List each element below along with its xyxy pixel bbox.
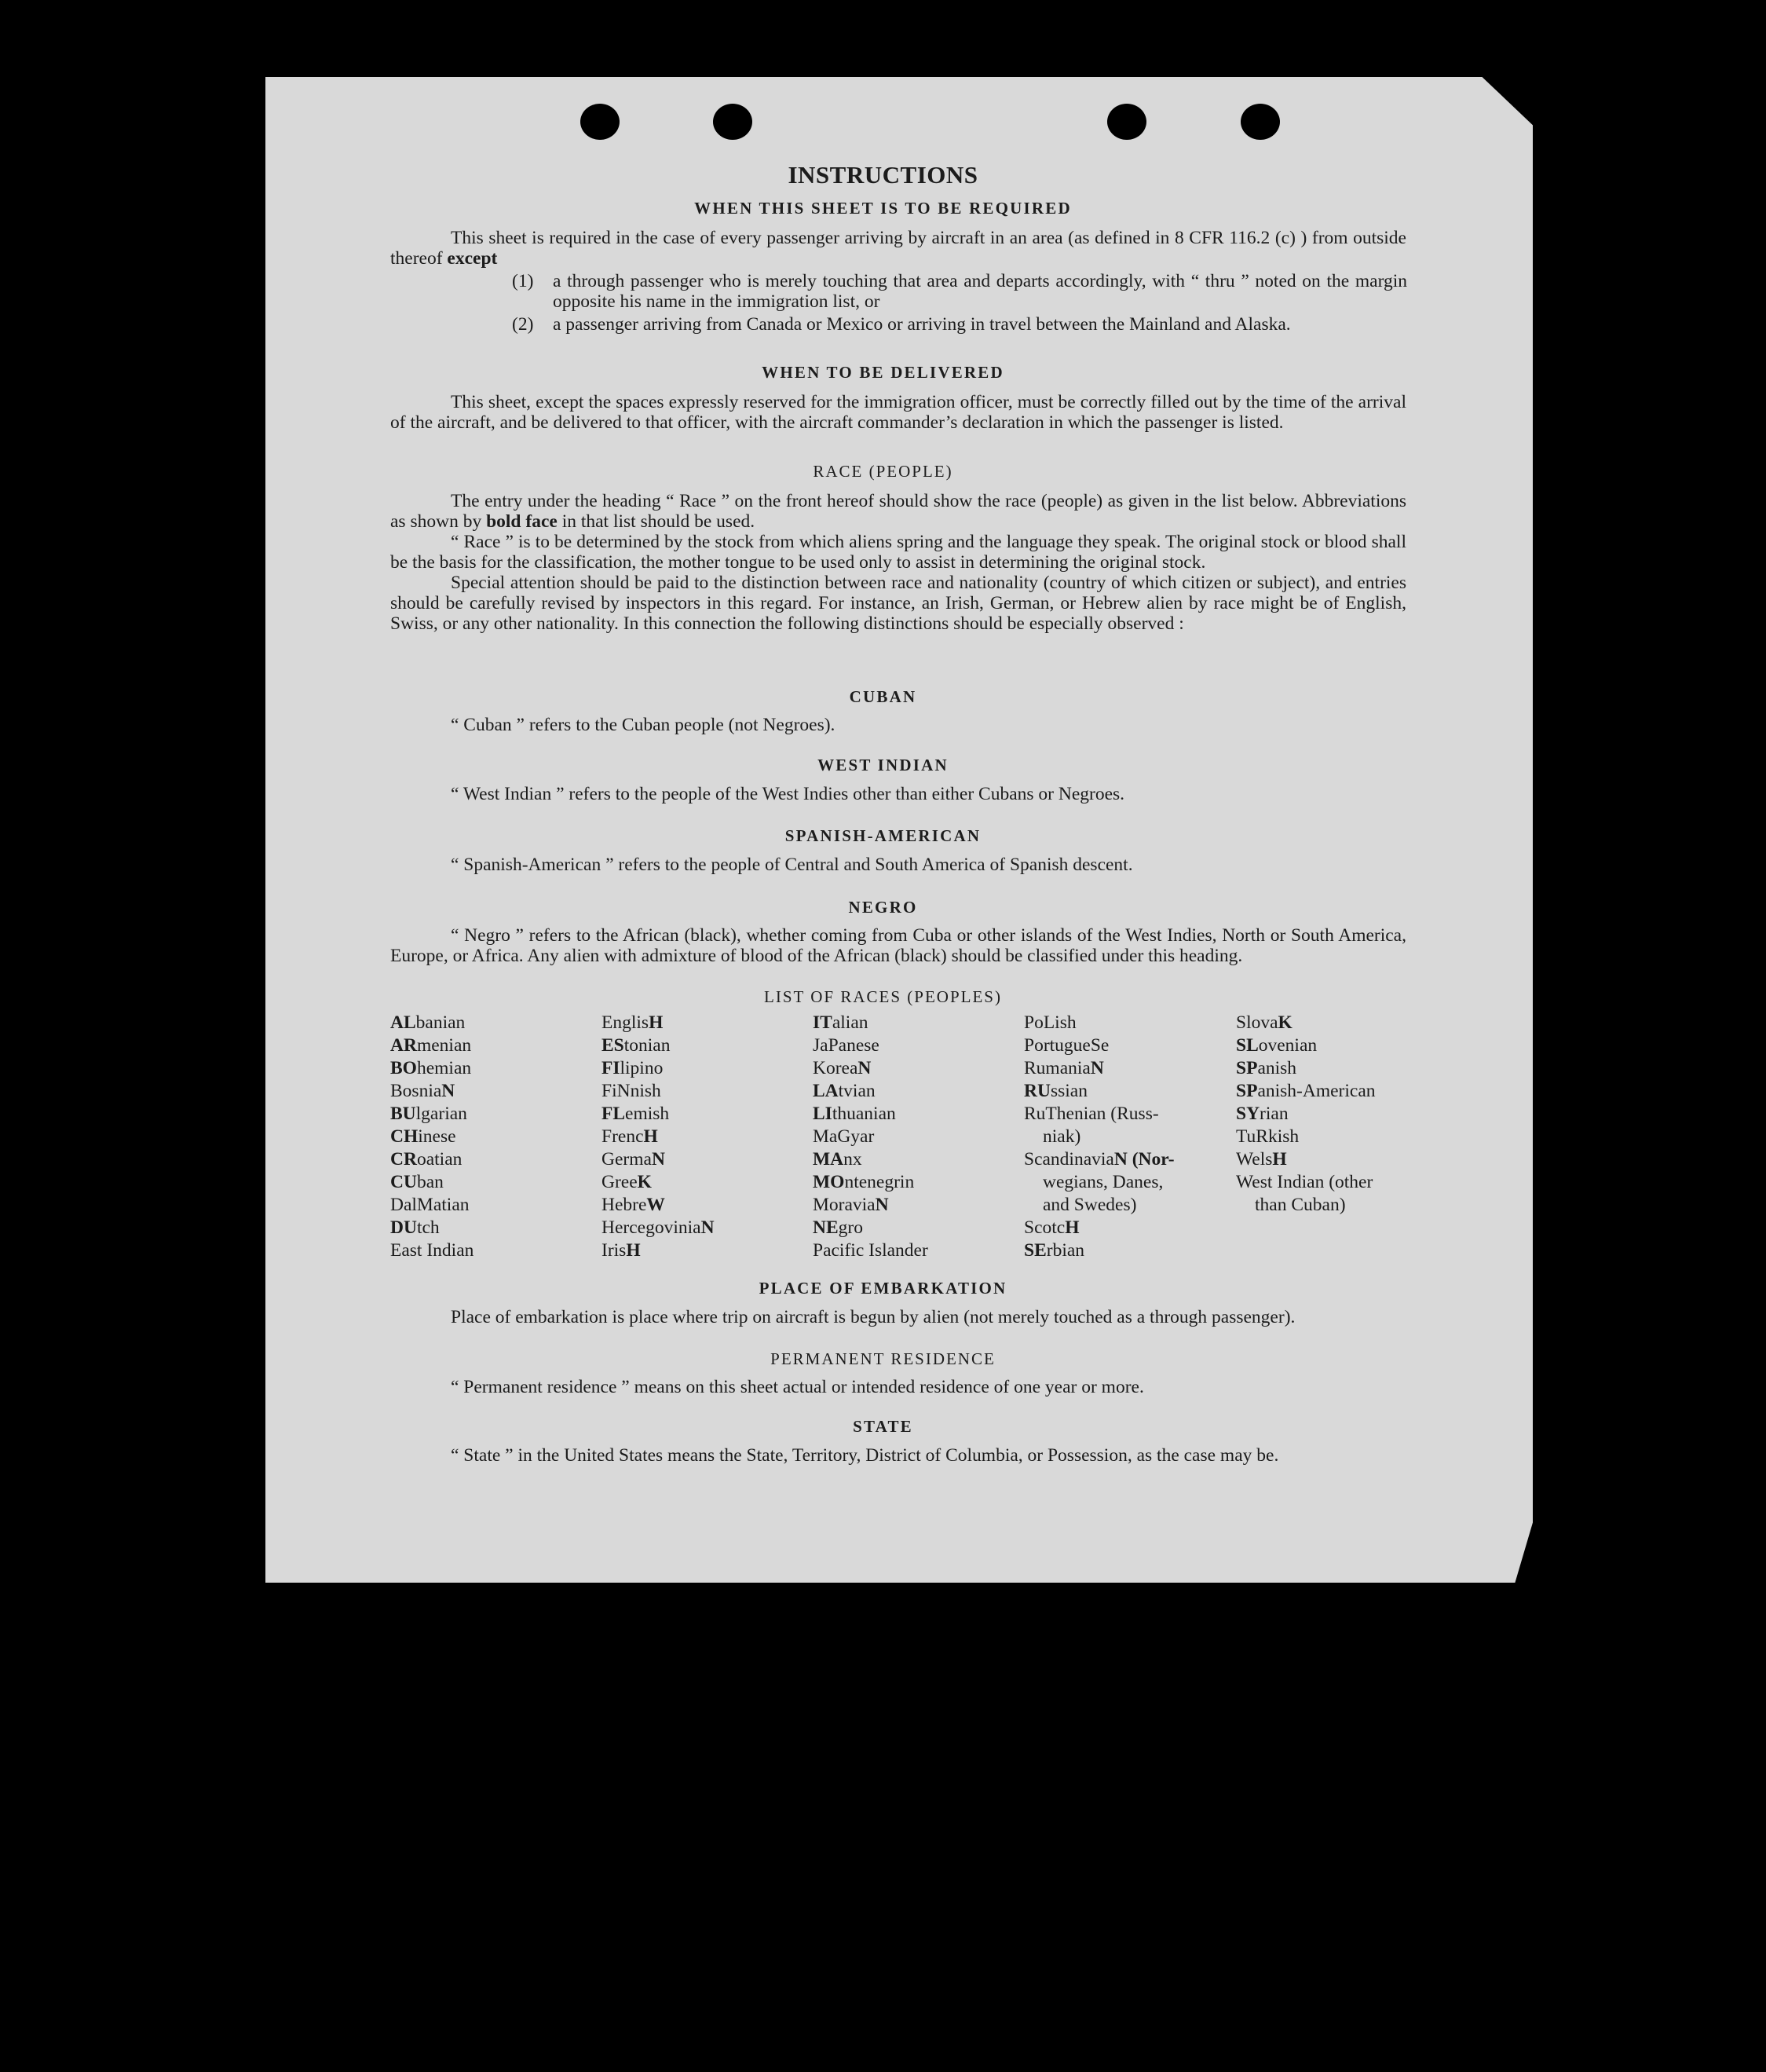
race-entry: ALbanian bbox=[390, 1012, 466, 1033]
race-entry: RumaniaN bbox=[1024, 1058, 1104, 1078]
race-entry: FiNnish bbox=[601, 1081, 661, 1101]
race-entry: CRoatian bbox=[390, 1149, 463, 1170]
race-entry: BUlgarian bbox=[390, 1104, 467, 1124]
race-entry: MoraviaN bbox=[813, 1195, 889, 1215]
punch-hole bbox=[580, 104, 620, 140]
race-entry: JaPanese bbox=[813, 1035, 879, 1056]
race-entry: CUban bbox=[390, 1172, 444, 1192]
spanish-american-text: “ Spanish-American ” refers to the people of Central and South America of Spanish descent. bbox=[451, 855, 1133, 875]
race-entry: SLovenian bbox=[1236, 1035, 1318, 1056]
race-text: The entry under the heading “ Race ” on the front hereof should show the race (people) as given in the list below. Abbreviations as shown by bold face in that list should be used. “ Race ” is to be determined by the stock from which aliens spring and the language they speak. The original stock or blood shall be the basis for the classification, the mother tongue to be used only to assist in determining the original stock. Special attention should be paid to the distinction between race and nationality (country of which citizen or subject), and entries should be carefully revised by inspectors in this regard. For instance, an Irish, German, or Hebrew alien by race might be of English, Swiss, or any other nationality. In this connection the following distinctions should be especially observed : bbox=[390, 491, 1406, 634]
race-entry: MAnx bbox=[813, 1149, 862, 1170]
race-entry: BosniaN bbox=[390, 1081, 455, 1101]
heading-negro: NEGRO bbox=[848, 898, 918, 917]
races-column bbox=[601, 1012, 715, 1262]
race-entry: wegians, Danes, bbox=[1043, 1172, 1164, 1192]
race-entry: East Indian bbox=[390, 1240, 474, 1261]
race-entry: FIlipino bbox=[601, 1058, 664, 1078]
heading-list-of-races: LIST OF RACES (PEOPLES) bbox=[764, 987, 1002, 1006]
heading-west-indian: WEST INDIAN bbox=[817, 756, 949, 774]
race-entry: SlovaK bbox=[1236, 1012, 1293, 1033]
race-entry: BOhemian bbox=[390, 1058, 472, 1078]
negro-text: “ Negro ” refers to the African (black), whether coming from Cuba or other islands of the West Indies, North or South America, Europe, or Africa. Any alien with admixture of blood of the African (black) should be classified under this heading. bbox=[390, 925, 1406, 966]
race-entry: GreeK bbox=[601, 1172, 652, 1192]
race-entry: HebreW bbox=[601, 1195, 665, 1215]
race-entry: HercegoviniaN bbox=[601, 1217, 715, 1238]
when-delivered-text: This sheet, except the spaces expressly reserved for the immigration officer, must be correctly filled out by the time of the arrival of the aircraft, and be delivered to that officer, with the aircraft commander’s declaration in which the passenger is listed. bbox=[390, 392, 1406, 433]
race-entry: KoreaN bbox=[813, 1058, 872, 1078]
race-entry: WelsH bbox=[1236, 1149, 1287, 1170]
heading-permanent-residence: PERMANENT RESIDENCE bbox=[770, 1349, 996, 1368]
race-entry: West Indian (other bbox=[1236, 1172, 1373, 1192]
embarkation-text: Place of embarkation is place where trip on aircraft is begun by alien (not merely touched as a through passenger). bbox=[451, 1307, 1296, 1327]
race-entry: RuThenian (Russ- bbox=[1024, 1104, 1159, 1124]
race-entry: SPanish bbox=[1236, 1058, 1297, 1078]
race-entry: MOntenegrin bbox=[813, 1172, 915, 1192]
heading-race: RACE (PEOPLE) bbox=[813, 462, 953, 481]
race-entry: FLemish bbox=[601, 1104, 670, 1124]
race-entry: LAtvian bbox=[813, 1081, 876, 1101]
race-entry: and Swedes) bbox=[1043, 1195, 1137, 1215]
race-entry: SErbian bbox=[1024, 1240, 1085, 1261]
heading-cuban: CUBAN bbox=[849, 687, 917, 706]
heading-state: STATE bbox=[853, 1417, 913, 1436]
race-entry: NEgro bbox=[813, 1217, 863, 1238]
race-entry: MaGyar bbox=[813, 1126, 875, 1147]
race-entry: ARmenian bbox=[390, 1035, 472, 1056]
residence-text: “ Permanent residence ” means on this sheet actual or intended residence of one year or more. bbox=[451, 1377, 1144, 1397]
race-entry: Pacific Islander bbox=[813, 1240, 928, 1261]
exception-item-2: (2) a passenger arriving from Canada or Mexico or arriving in travel between the Mainland and Alaska. bbox=[512, 314, 1291, 335]
punch-hole bbox=[713, 104, 752, 140]
race-entry: EStonian bbox=[601, 1035, 671, 1056]
race-entry: niak) bbox=[1043, 1126, 1081, 1147]
race-entry: IrisH bbox=[601, 1240, 641, 1261]
race-entry: ScandinaviaN (Nor- bbox=[1024, 1149, 1175, 1170]
race-entry: PoLish bbox=[1024, 1012, 1077, 1033]
race-entry: PortugueSe bbox=[1024, 1035, 1110, 1056]
race-entry: LIthuanian bbox=[813, 1104, 896, 1124]
race-entry: ITalian bbox=[813, 1012, 868, 1033]
page-title: INSTRUCTIONS bbox=[788, 161, 978, 189]
exception-item-1: (1) a through passenger who is merely touching that area and departs accordingly, with “ thru ” noted on the margin opposite his name in the immigration list, or bbox=[512, 271, 1407, 312]
races-column bbox=[390, 1012, 473, 1262]
heading-spanish-american: SPANISH-AMERICAN bbox=[784, 826, 982, 845]
heading-when-delivered: WHEN TO BE DELIVERED bbox=[762, 363, 1004, 382]
heading-embarkation: PLACE OF EMBARKATION bbox=[759, 1279, 1007, 1298]
race-entry: FrencH bbox=[601, 1126, 658, 1147]
when-required-intro: This sheet is required in the case of every passenger arriving by aircraft in an area (as defined in 8 CFR 116.2 (c) ) from outside thereof except bbox=[390, 228, 1406, 269]
heading-when-required: WHEN THIS SHEET IS TO BE REQUIRED bbox=[694, 199, 1072, 218]
race-entry: SYrian bbox=[1236, 1104, 1289, 1124]
race-entry: TuRkish bbox=[1236, 1126, 1300, 1147]
race-entry: SPanish-American bbox=[1236, 1081, 1376, 1101]
cuban-text: “ Cuban ” refers to the Cuban people (not Negroes). bbox=[451, 715, 835, 735]
punch-hole bbox=[1107, 104, 1146, 140]
race-entry: EnglisH bbox=[601, 1012, 664, 1033]
race-entry: DalMatian bbox=[390, 1195, 470, 1215]
race-entry: ScotcH bbox=[1024, 1217, 1080, 1238]
races-column bbox=[813, 1012, 928, 1262]
punch-hole bbox=[1241, 104, 1280, 140]
state-text: “ State ” in the United States means the State, Territory, District of Columbia, or Possession, as the case may be. bbox=[451, 1445, 1279, 1466]
race-entry: CHinese bbox=[390, 1126, 456, 1147]
races-column bbox=[1236, 1012, 1376, 1217]
race-entry: RUssian bbox=[1024, 1081, 1088, 1101]
race-entry: than Cuban) bbox=[1255, 1195, 1346, 1215]
races-column bbox=[1024, 1012, 1175, 1262]
west-indian-text: “ West Indian ” refers to the people of the West Indies other than either Cubans or Negroes. bbox=[451, 784, 1125, 804]
race-entry: GermaN bbox=[601, 1149, 665, 1170]
race-entry: DUtch bbox=[390, 1217, 440, 1238]
